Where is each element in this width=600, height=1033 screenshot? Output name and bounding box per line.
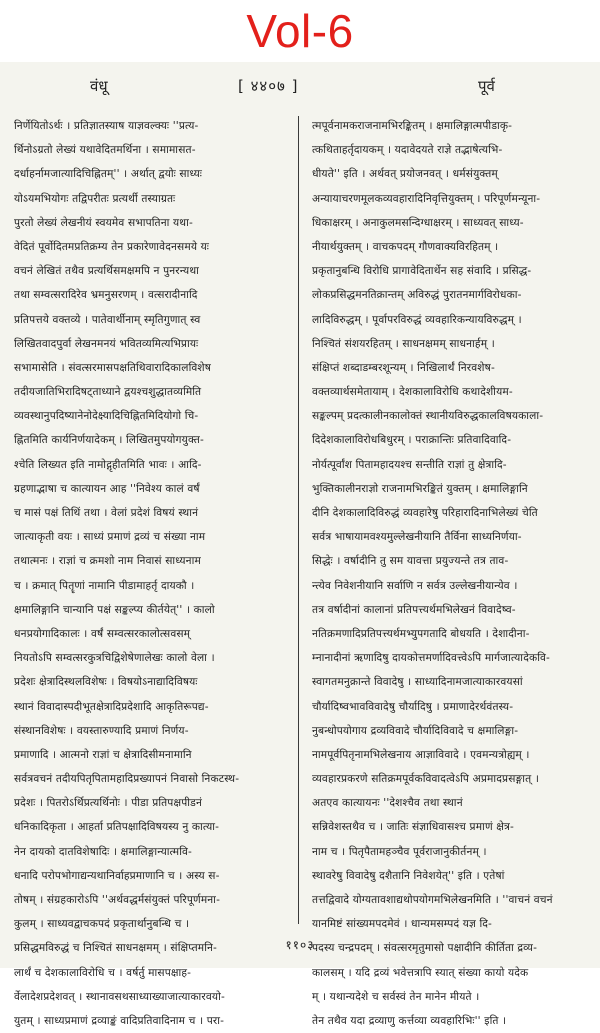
text-line: च । क्रमात् पितॄणां नामानि पीडामाहर्तृ दायकौ । — [14, 579, 195, 592]
text-line: लिखितवादपुर्वा लेखनमनयं भवितव्यमित्यभिप्रायः — [14, 337, 199, 350]
text-line: स्वागतमनुक्रान्ते विवादेषु । साध्यादिनामजात्याकारवयसां — [312, 676, 523, 689]
text-line: प्रदेशः क्षेत्रादिस्थलविशेषः । विषयोऽनाद्यादिविषयः — [14, 676, 198, 689]
text-line: सर्वत्रवचनं तदीयपितृपितामहादिप्रख्यापनं निवासो निकटस्थ- — [14, 773, 240, 786]
text-line: जात्याकृती वयः । साध्यं प्रमाणं द्रव्यं च संख्या नाम — [14, 531, 206, 544]
text-line: धिकाक्षरम् । अनाकुलमसन्दिग्धाक्षरम् । साध्यवत् साध्य- — [312, 216, 524, 229]
left-text-column — [14, 114, 286, 1033]
text-line: दर्धाहर्नामजात्यादिचिह्नितम्'' । अर्थात् द्वयोः साध्यः — [14, 168, 203, 181]
text-line: संस्थानविशेषः । वयस्तारुण्यादि प्रमाणं निर्णय- — [14, 724, 189, 737]
text-line: प्रसिद्धमविरुद्धं च निश्चितं साधनक्षमम् । संक्षिप्तमनि- — [14, 942, 218, 955]
text-line: त्कथिताहर्तृदायकम् । यदावेदयते राज्ञे तद्भाषेत्यभि- — [312, 144, 503, 157]
text-line: नीयार्थयुक्तम् । वाचकपदम् गौणवाक्यविरहितम् । — [312, 240, 499, 253]
text-line: भुक्तिकालीनराज्ञो राजनामभिरङ्कितं युक्तम् । क्षमालिङ्गानि — [312, 482, 528, 495]
text-line: लादिविरुद्धम् । पूर्वापरविरुद्धं व्यवहारिकन्यायविरुद्धम् । — [312, 313, 522, 326]
text-line: च मासं पक्षं तिथिं तथा । वेलां प्रदेशं विषयं स्थानं — [14, 507, 199, 519]
text-line: तत्र वर्षादीनां कालानां प्रतिपत्त्यर्थमभिलेखनं विवादेष्व- — [312, 603, 516, 616]
text-line: र्थिनोऽग्रतो लेख्यं यथावेदितमर्थिना । समामासत- — [14, 144, 196, 157]
text-line: सिद्धेः । वर्षादीनि तु सम यावत्ता प्रयुज्यन्ते तत्र ताव- — [312, 555, 509, 568]
text-line: प्रदेशः । पितरोऽर्थिप्रत्यर्थिनोः । पीडा प्रतिपक्षपीडनं — [14, 797, 202, 810]
volume-banner — [0, 0, 600, 66]
footer-folio: ११०३ — [285, 938, 315, 952]
text-line: र्वेलादेशप्रदेशवत् । स्थानावसथसाध्याख्याजात्याकारवयो- — [14, 990, 225, 1003]
running-head-page-number: [ ४४०७ ] — [238, 77, 299, 95]
text-line: प्रकृतानुबन्धि विरोधि प्रागावेदितार्थेन सह संवादि । प्रसिद्ध- — [312, 265, 532, 278]
text-line: कुलम् । साध्यवद्वाचकपदं प्रकृतार्थानुबन्धि च । — [14, 918, 190, 931]
text-line: धनिकादिकृता । आहर्ता प्रतिपक्षादिविषयस्य नु कात्या- — [14, 821, 220, 834]
text-line: स्थावरेषु विवादेषु दशैतानि निवेशयेत्'' इति । एतेषां — [312, 869, 505, 882]
text-line: नाम च । पितृपैतामहञ्चैव पूर्वराजानुकीर्तनम् । — [312, 845, 487, 858]
text-line: धनप्रयोगादिकालः । वर्षं सम्वत्सरकालोत्सवसम् — [14, 627, 191, 640]
running-head-right-word: पूर्व — [478, 77, 495, 95]
text-line: नियतोऽपि सम्वत्सरकुत्रचिद्विशेषेणालेखः कालो वेला । — [14, 652, 215, 665]
text-line: दीनि देशकालादिविरुद्धं व्यवहारेषु परिहारादिनाभिलेख्यं चेति — [312, 507, 538, 519]
text-line: धीयते'' इति । अर्थवत् प्रयोजनवत् । धर्मसंयुक्तम् — [312, 168, 498, 181]
text-line: तथात्मनः । राज्ञां च क्रमशो नाम निवासं साध्यनाम — [14, 555, 201, 568]
volume-title: Vol-6 — [246, 5, 354, 57]
text-line: नामपूर्वपितृनामभिलेखनाय आज्ञाविवादे । एवमन्यत्रोह्यम् । — [312, 748, 530, 761]
text-line: श्चेति लिख्यत इति नामोद्गृहीतमिति भावः । आदि- — [14, 458, 202, 471]
text-line: युतम् । साध्यप्रमाणं द्रव्याङ्कं वादिप्रतिवादिनाम च । परा- — [14, 1014, 225, 1027]
text-line: त्मपूर्वनामकराजनामभिरङ्कितम् । क्षमालिङ्गात्मपीडाकृ- — [312, 120, 513, 132]
text-line: लार्थं च देशकालाविरोधि च । वर्षर्तु मासपक्षाह- — [14, 966, 192, 979]
text-line: अतएव कात्यायनः ''देशश्चैव तथा स्थानं — [312, 797, 463, 810]
text-line: पदस्य चन्द्रपदम् । संवत्सरमृतुमासो पक्षादीनि कीर्तिता द्रव्य- — [312, 942, 538, 955]
text-line: क्षमालिङ्गानि चान्यानि पक्षं सङ्कल्प्य कीर्तयेत्'' । कालो — [14, 603, 215, 616]
text-line: तदीयजातिभिरादिषट्ताध्याने द्वयश्चशुद्धातव्यमिति — [14, 386, 202, 399]
text-line: नतिक्रमणादिप्रतिपत्त्यर्थमभ्युपगतादि बोधयति । देशादीना- — [312, 627, 530, 640]
running-head-left-word: वंधू — [90, 77, 108, 95]
text-line: दिदेशकालाविरोधबिधुरम् । पराक्रान्तिः प्रतिवादिवादि- — [312, 434, 512, 447]
text-line: निश्चितं संशयरहितम् । साधनक्षमम् साधनार्हम् । — [312, 337, 495, 350]
text-line: कालसम् । यदि द्रव्यं भवेत्तत्रापि स्यात् संख्या कायो यदेक — [312, 966, 529, 979]
text-line: पुरतो लेख्यं लेखनीयं स्वयमेव सभापतिना यथा- — [14, 216, 193, 229]
text-line: संक्षिप्तं शब्दाडम्बरशून्यम् । निखिलार्थं निरवशेष- — [312, 361, 495, 374]
text-line: सन्निवेशस्तथैव च । जातिः संज्ञाधिवासश्च प्रमाणं क्षेत्र- — [312, 821, 514, 834]
text-line: म्नानादीनां ऋणादिषु दायकोत्तमर्णादिवत्त्वेऽपि मार्गजात्यादेकवि- — [312, 652, 551, 665]
text-line: ग्रहणाद्भाषा च कात्यायन आह ''निवेश्य कालं वर्षं — [14, 482, 200, 495]
text-line: लोकप्रसिद्धमनतिक्रान्तम् अविरुद्धं पुरातनमार्गविरोधका- — [312, 289, 522, 302]
scanned-page — [0, 62, 600, 1027]
text-line: व्यवस्थानुपदिष्यानेनोदेक्ष्यादिचिह्नितमिदियोगो चि- — [14, 410, 199, 423]
text-line: वक्तव्यार्थसमेतायाम् । देशकालाविरोधि कथादेशीयम- — [312, 386, 513, 399]
text-line: व्यवहारप्रकरणे सतिक्रमपूर्वकविवादत्वेऽपि अप्रमादप्रसङ्गात् । — [312, 773, 539, 786]
text-line: वेदितं पूर्वोदितमप्रतिक्रम्य तेन प्रकारेणावेदनसमये यः — [14, 240, 210, 253]
text-line: यानमिष्टं सांख्यमपदमेवं । धान्यमसम्पदं यज्ञ दि- — [312, 918, 493, 931]
running-head — [0, 74, 600, 100]
text-line: तेन तथैव यदा द्रव्याणु कर्त्तव्या व्यवहारिभिः'' इति । — [312, 1014, 507, 1027]
text-line: प्रमाणादि । आत्मनो राज्ञां च क्षेत्रादिसीमनामानि — [14, 748, 192, 761]
text-line: ह्नितमिति कार्यनिर्णयादेकम् । लिखितमुपयोगयुक्त- — [14, 434, 204, 447]
text-line: प्रतिपत्तये वक्तव्ये । पातेवार्थीनाम् स्मृतिगुणात् स्व — [14, 313, 201, 326]
text-line: नेन दायको दातविशेषादिः । क्षमालिङ्गान्यात्मवि- — [14, 845, 192, 858]
text-line: नुबन्धोपयोगाय द्रव्यविवादे चौर्यादिविवादे च क्षमालिङ्गा- — [312, 724, 519, 737]
text-line: वचनं लेखितं तथैव प्रत्यर्थिसमक्षमपि न पुनरन्यथा — [14, 265, 199, 278]
column-divider — [298, 116, 299, 924]
text-line: सर्वत्र भाषायामवश्यमुल्लेखनीयानि तैर्विना साध्यनिर्णया- — [312, 531, 522, 544]
text-line: सभामासेति । संवत्सरमासपक्षतिथिवारादिकालविशेष — [14, 361, 211, 374]
text-line: निर्णेयितोऽर्थः । प्रतिज्ञातस्याष याज्ञवल्क्यः ''प्रत्य- — [14, 120, 199, 132]
text-line: अन्यायाचरणमूलकव्यवहारादिनिवृत्तियुक्तम् । परिपूर्णमन्यूना- — [312, 192, 541, 205]
right-text-column — [312, 114, 586, 1033]
text-line: तोषम् । संग्रहकारोऽपि ''अर्थवद्धर्मसंयुक्तं परिपूर्णमना- — [14, 894, 221, 906]
text-line: चौर्यादिष्वभावविवादेषु चौर्यादिषु । प्रमाणादेरर्थवंतस्य- — [312, 700, 514, 713]
text-line: म् । यथान्यदेशे च सर्वस्वं तेन मानेन मीयते । — [312, 990, 480, 1003]
text-line: योऽयमभियोगः तद्विपरीतः प्रत्यर्थी तस्याग्रतः — [14, 192, 176, 205]
text-line: नोर्यत्पूर्वांश पितामहादयश्च सन्तीति राज्ञां तु क्षेत्रादि- — [312, 458, 507, 471]
text-line: स्थानं विवादास्पदीभूतक्षेत्रादिप्रदेशादि आकृतिरूपद्य- — [14, 700, 209, 713]
text-line: न्त्येव निवेशनीयानि सर्वाणि न सर्वत्र उल्लेखनीयान्येव । — [312, 579, 518, 592]
text-line: तथा सम्वत्सरादिरेव भ्रमनुसरणम् । वत्सरादीनादि — [14, 289, 198, 302]
text-line: तत्तद्विवादे योग्यतावशाद्यथोपयोगमभिलेखनमिति । ''वाचनं वचनं — [312, 894, 553, 906]
text-line: सङ्कल्पम् प्रदत्कालीनकालोक्तं स्थानीयविरुद्धकालविषयकाला- — [312, 410, 544, 423]
text-line: धनादि परोपभोगाद्यन्यथानिर्वाहप्रमाणानि च । अस्य स- — [14, 869, 220, 882]
